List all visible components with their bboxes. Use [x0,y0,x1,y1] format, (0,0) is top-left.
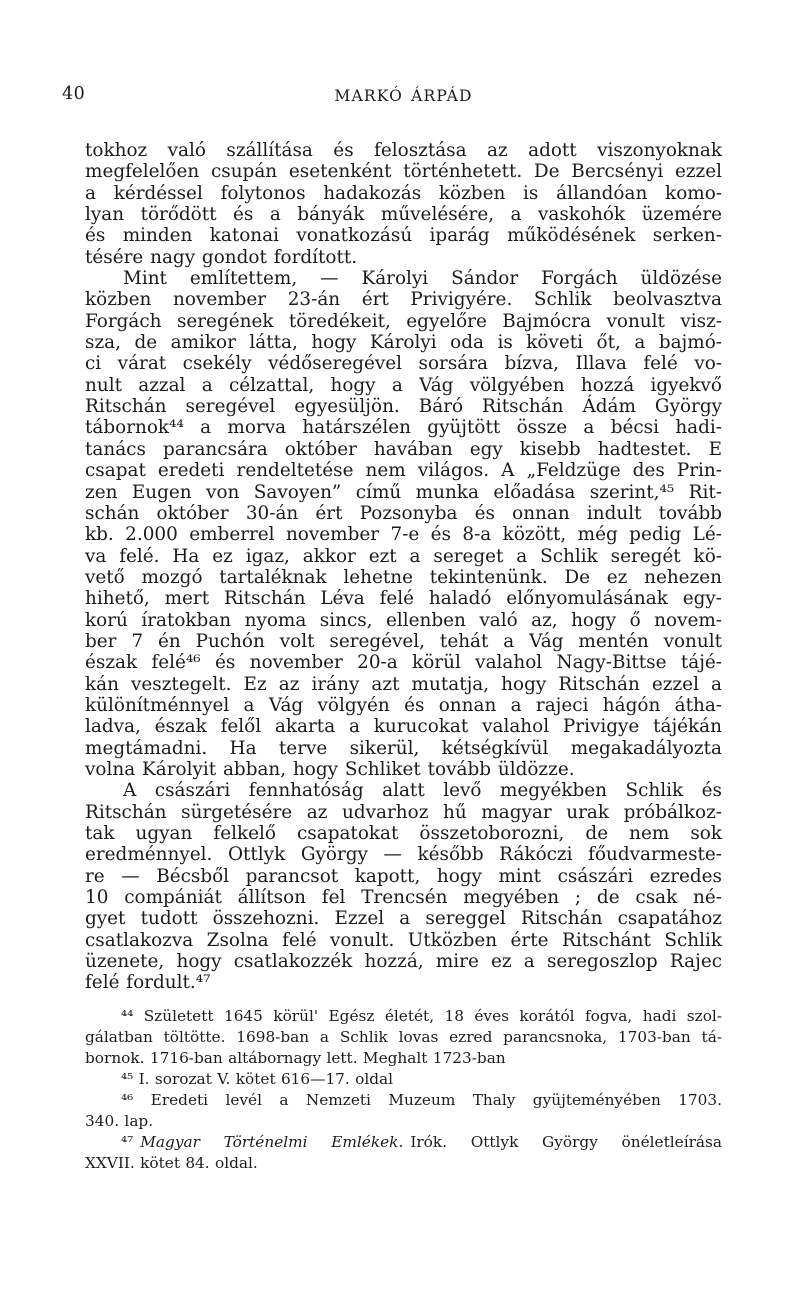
text-line: 10 compániát állítson fel Trencsén megyében ; de csak né- [85,887,722,909]
footnote-46 [85,1090,722,1132]
text-line: gyet tudott összehozni. Ezzel a sereggel Ritschán csapatához [85,908,722,930]
footnote-line: ⁴⁴ Született 1645 körül' Egész életét, 18 éves korától fogva, hadi szol- [121,1006,722,1025]
text-block [85,140,722,1174]
text-line: ladva, észak felől akarta a kurucokat valahol Privigye tájékán [85,716,722,738]
text-line: a kérdéssel folytonos hadakozás közben is állandóan komo- [85,182,722,204]
text-line: közben november 23-án ért Privigyére. Schlik beolvasztva [85,289,722,311]
running-title: MARKÓ ÁRPÁD [334,87,473,105]
text-line: volna Károlyit abban, hogy Schliket tovább üldözze. [85,758,575,780]
text-line: ber 7 én Puchón volt seregével, tehát a Vág mentén vonult [85,630,722,652]
text-line: tokhoz való szállítása és felosztása az adott viszonyoknak [85,140,722,161]
text-line: Ritschán seregével egyesüljön. Báró Ritschán Ádám György [85,396,722,418]
footnote-44 [85,1006,722,1069]
text-line: tésére nagy gondot fordított. [85,246,358,268]
text-line: vető mozgó tartaléknak lehetne tekintenünk. De ez nehezen [85,566,722,588]
footnote-line: ⁴⁶ Eredeti levél a Nemzeti Muzeum Thaly gyüjteményében 1703. [121,1090,722,1109]
text-line: schán október 30-án ért Pozsonyba és onnan indult tovább [85,502,722,524]
footnote-marker: ⁴⁷ [121,1132,134,1151]
text-line: Mint említettem, — Károlyi Sándor Forgách üldözése [123,268,722,290]
footnote-text: Irók. Ottlyk György önéletleírása [410,1132,723,1151]
footnote-line [85,1132,722,1153]
text-line: megfelelően csupán esetenként történhetett. De Bercsényi ezzel [85,161,722,183]
text-line: csatlakozva Zsolna felé vonult. Utközben érte Ritschánt Schlik [85,929,722,951]
text-line: különítménnyel a Vág völgyén és onnan a rajeci hágón átha- [85,694,722,716]
footnotes-section [85,1006,722,1174]
text-line: nult azzal a célzattal, hogy a Vág völgyében hozzá igyekvő [85,374,722,396]
text-line: megtámadni. Ha terve sikerül, kétségkívül megakadályozta [85,737,722,759]
text-line: csapat eredeti rendeltetése nem világos. A „Feldzüge des Prin- [85,460,722,482]
footnote-line: ⁴⁵ I. sorozat V. kötet 616—17. oldal [121,1069,394,1088]
footnote-line: gálatban töltötte. 1698-ban a Schlik lovas ezred parancsnoka, 1703-ban tá- [85,1027,722,1046]
text-line: Ritschán sürgetésére az udvarhoz hű magyar urak próbálkoz- [85,801,722,823]
text-line: korú íratokban nyoma sincs, ellenben való az, hogy ő novem- [85,609,722,631]
text-line: zen Eugen von Savoyen” című munka előadása szerint,⁴⁵ Rit- [85,481,722,503]
text-line: tábornok⁴⁴ a morva határszélen gyüjtött össze a bécsi hadi- [85,417,722,439]
footnote-45 [85,1069,722,1090]
text-line: tak ugyan felkelő csapatokat összetoborozni, de nem sok [85,823,722,844]
text-line: re — Bécsből parancsot kapott, hogy mint császári ezredes [85,865,722,887]
text-line: felé fordult.⁴⁷ [85,972,211,994]
text-line: kán vesztegelt. Ez az irány azt mutatja, hogy Ritschán ezzel a [85,673,722,695]
text-line: hihető, mert Ritschán Léva felé haladó előnyomulásának egy- [85,588,722,610]
paragraph-1 [85,140,722,268]
footnote-47 [85,1132,722,1174]
page-number: 40 [62,84,86,104]
text-line: ci várat csekély védőseregével sorsára bízva, Illava felé vo- [85,353,722,375]
work-title: Magyar Történelmi Emlékek. [140,1132,404,1151]
footnote-line: bornok. 1716-ban altábornagy lett. Meghalt 1723-ban [85,1048,506,1067]
text-line: tanács parancsára október havában egy kisebb hadtestet. E [85,438,722,460]
text-line: és minden katonai vonatkozású iparág működésének serken- [85,225,722,247]
text-line: sza, de amikor látta, hogy Károlyi oda is követi őt, a bajmó- [85,332,722,354]
text-line: észak felé⁴⁶ és november 20-a körül valahol Nagy-Bittse tájé- [85,652,722,674]
text-line: Forgách seregének töredékeit, egyelőre Bajmócra vonult visz- [85,310,722,332]
text-line: eredménnyel. Ottlyk György — később Rákóczi főudvarmeste- [85,844,722,866]
footnote-line: XXVII. kötet 84. oldal. [85,1153,258,1172]
paragraph-2 [85,268,722,780]
paragraph-3 [85,780,722,993]
text-line: üzenete, hogy csatlakozzék hozzá, mire ez a seregoszlop Rajec [85,951,722,973]
text-line: A császári fennhatóság alatt levő megyékben Schlik és [123,780,722,802]
text-line: va felé. Ha ez igaz, akkor ezt a sereget a Schlik seregét kö- [85,545,722,567]
text-line: lyan törődött és a bányák művelésére, a vaskohók üzemére [85,204,722,226]
footnote-line: 340. lap. [85,1111,154,1130]
text-line: kb. 2.000 emberrel november 7-e és 8-a között, még pedig Lé- [85,524,722,546]
